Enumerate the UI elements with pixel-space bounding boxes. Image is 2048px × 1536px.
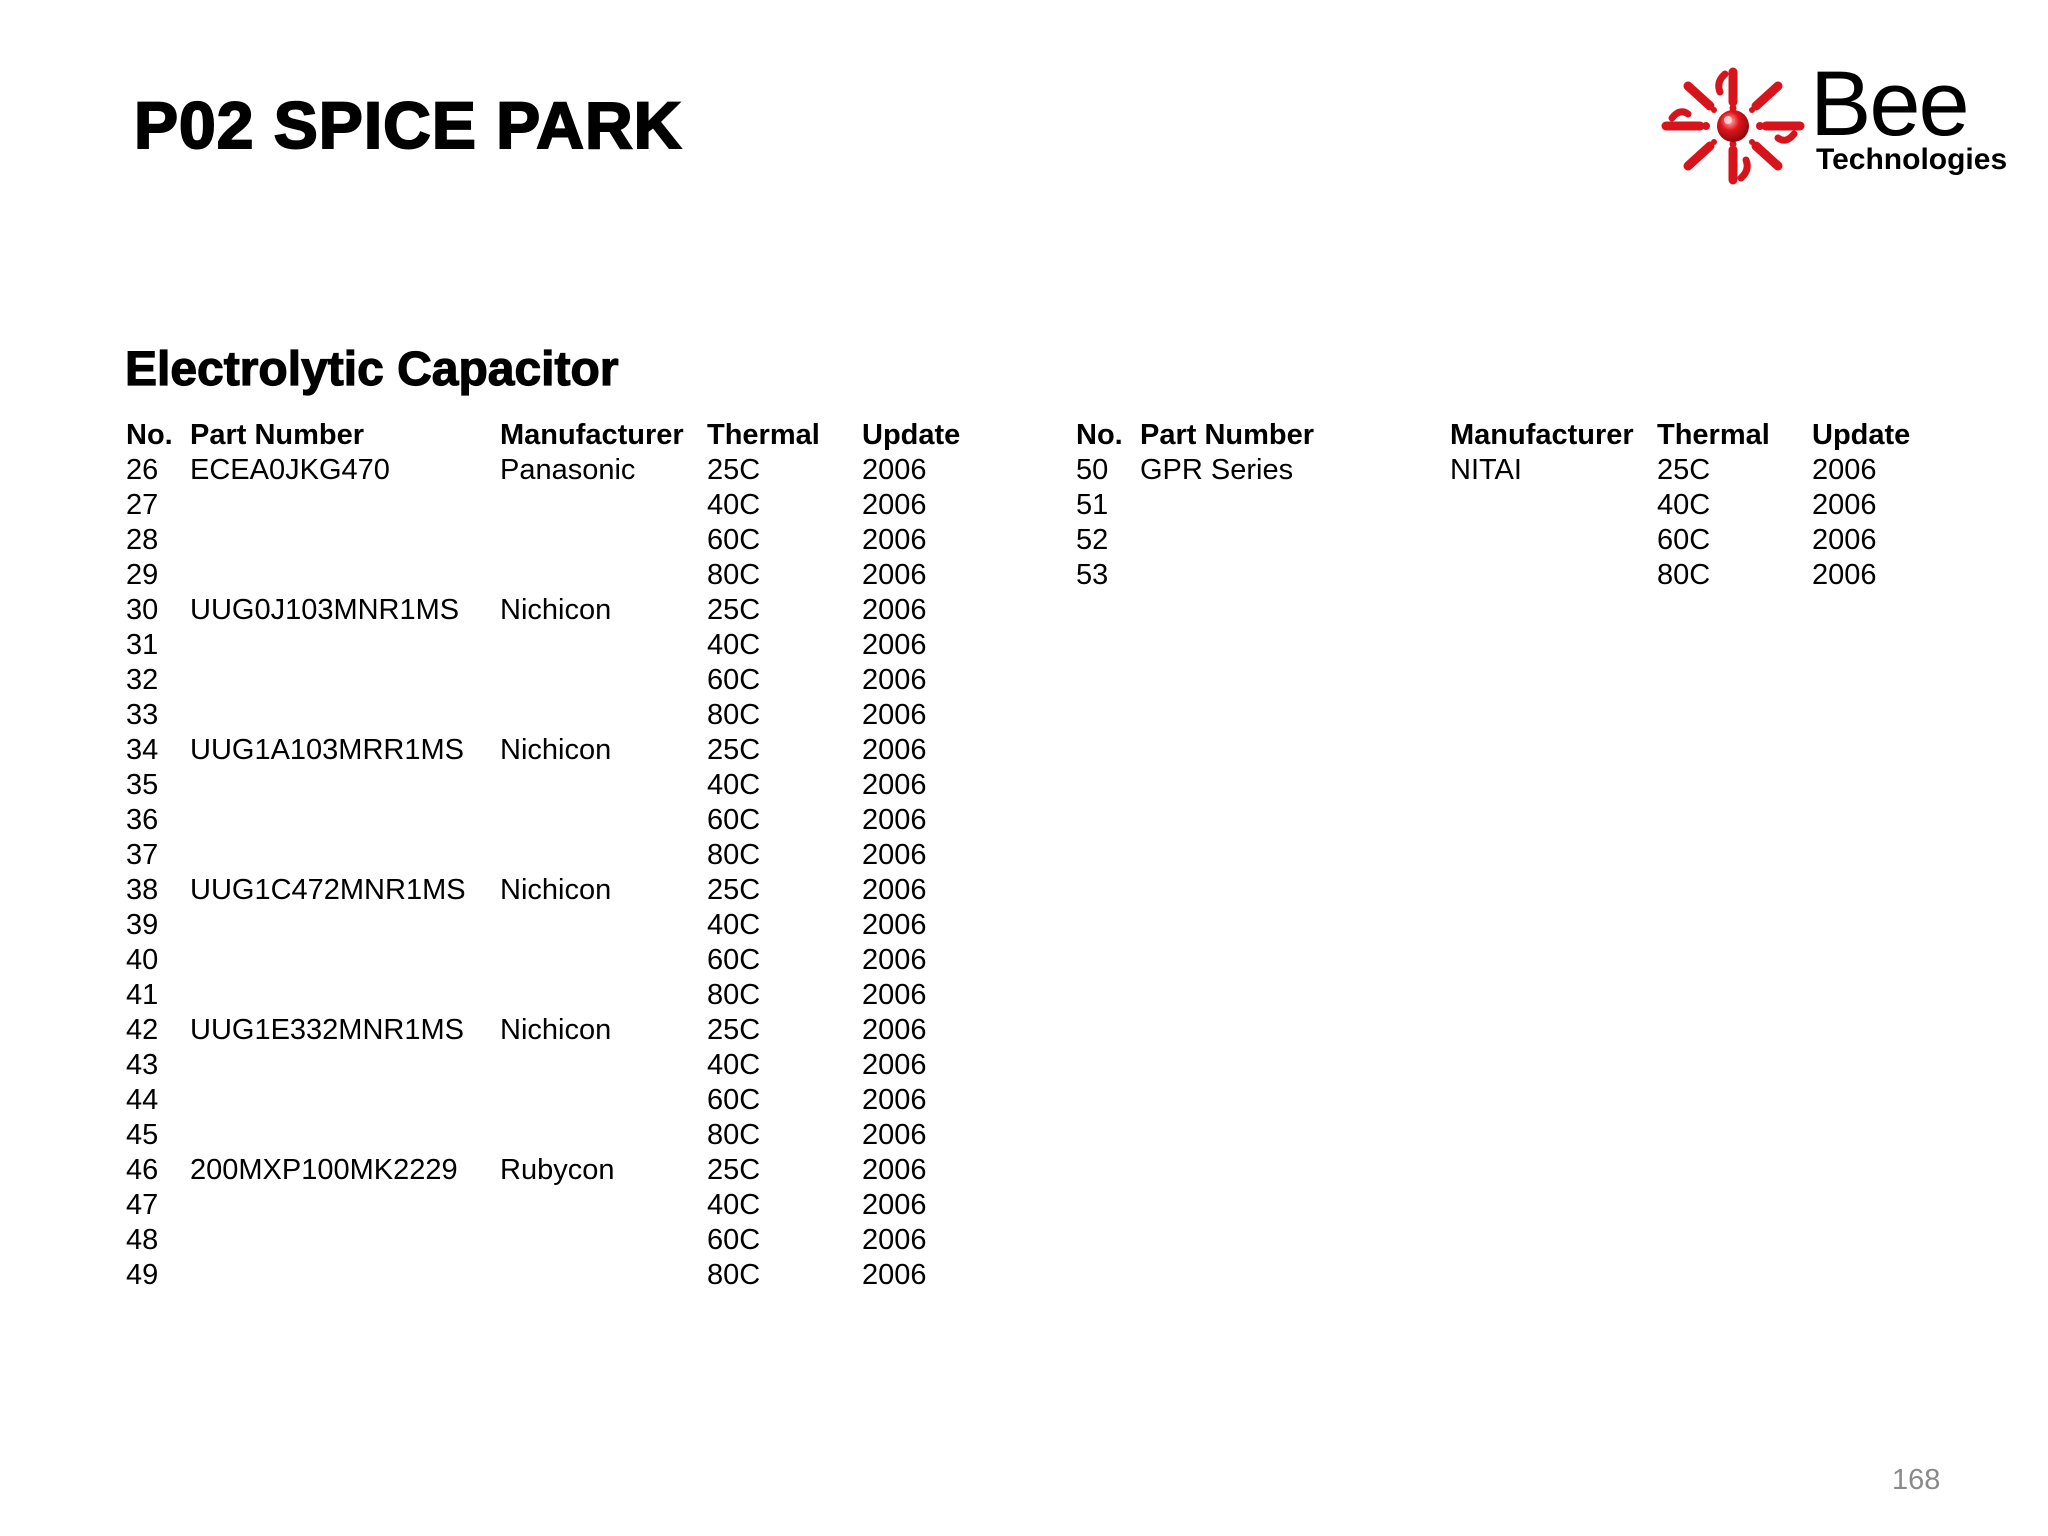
cell-thermal: 40C <box>1657 489 1711 521</box>
cell-manufacturer <box>500 803 707 838</box>
cell-part-number <box>190 1258 500 1293</box>
cell-update: 2006 <box>862 909 927 941</box>
cell-part-number <box>190 698 500 733</box>
cell-manufacturer <box>500 523 707 558</box>
table-row <box>126 908 972 943</box>
cell-part-number <box>1140 523 1450 558</box>
cell-no: 45 <box>126 1119 159 1151</box>
cell-manufacturer <box>500 1048 707 1083</box>
cell-update: 2006 <box>862 874 927 906</box>
cell-part-number <box>190 803 500 838</box>
header-update: Update <box>1812 419 1911 451</box>
table-row <box>126 1083 972 1118</box>
table-row <box>126 488 972 523</box>
cell-no: 50 <box>1076 454 1109 486</box>
cell-no: 33 <box>126 699 159 731</box>
cell-thermal: 80C <box>1657 559 1711 591</box>
cell-update: 2006 <box>862 1154 927 1186</box>
cell-update: 2006 <box>862 1119 927 1151</box>
cell-manufacturer <box>500 558 707 593</box>
table-header-row <box>1076 418 1922 453</box>
cell-thermal: 60C <box>707 944 761 976</box>
cell-no: 43 <box>126 1049 159 1081</box>
cell-no: 29 <box>126 559 159 591</box>
cell-manufacturer <box>500 978 707 1013</box>
cell-part-number: GPR Series <box>1140 454 1294 486</box>
cell-thermal: 40C <box>707 629 761 661</box>
cell-part-number <box>190 488 500 523</box>
cell-manufacturer <box>500 1083 707 1118</box>
table-header-row <box>126 418 972 453</box>
table-row <box>1076 453 1922 488</box>
cell-no: 49 <box>126 1259 159 1291</box>
cell-manufacturer <box>500 698 707 733</box>
parts-table-right <box>1076 418 1922 593</box>
cell-part-number <box>190 628 500 663</box>
section-title: Electrolytic Capacitor <box>125 343 619 396</box>
cell-update: 2006 <box>862 1259 927 1291</box>
cell-no: 31 <box>126 629 159 661</box>
cell-update: 2006 <box>862 699 927 731</box>
page-title: P02 SPICE PARK <box>134 88 683 162</box>
cell-update: 2006 <box>862 559 927 591</box>
cell-part-number <box>190 523 500 558</box>
cell-update: 2006 <box>862 1084 927 1116</box>
table-row <box>126 1048 972 1083</box>
cell-part-number <box>190 558 500 593</box>
cell-update: 2006 <box>1812 524 1877 556</box>
cell-no: 27 <box>126 489 159 521</box>
table-row <box>126 593 972 628</box>
cell-update: 2006 <box>862 944 927 976</box>
cell-thermal: 25C <box>707 734 761 766</box>
cell-manufacturer: NITAI <box>1450 454 1522 486</box>
table-row <box>1076 558 1922 593</box>
cell-thermal: 25C <box>1657 454 1711 486</box>
cell-manufacturer <box>1450 488 1657 523</box>
cell-no: 44 <box>126 1084 159 1116</box>
table-row <box>126 1153 972 1188</box>
cell-no: 48 <box>126 1224 159 1256</box>
table-row <box>126 1118 972 1153</box>
cell-manufacturer <box>1450 523 1657 558</box>
cell-update: 2006 <box>862 664 927 696</box>
cell-update: 2006 <box>862 1189 927 1221</box>
cell-part-number: UUG0J103MNR1MS <box>190 594 460 626</box>
cell-no: 46 <box>126 1154 159 1186</box>
parts-table-left <box>126 418 972 1293</box>
cell-part-number <box>190 838 500 873</box>
cell-update: 2006 <box>862 629 927 661</box>
cell-update: 2006 <box>862 839 927 871</box>
cell-thermal: 80C <box>707 559 761 591</box>
cell-manufacturer <box>500 1223 707 1258</box>
cell-no: 51 <box>1076 489 1109 521</box>
cell-no: 47 <box>126 1189 159 1221</box>
cell-no: 32 <box>126 664 159 696</box>
cell-no: 36 <box>126 804 159 836</box>
table-row <box>126 1013 972 1048</box>
cell-thermal: 60C <box>707 1224 761 1256</box>
cell-part-number <box>190 768 500 803</box>
table-row <box>126 1188 972 1223</box>
cell-no: 34 <box>126 734 159 766</box>
cell-thermal: 40C <box>707 489 761 521</box>
cell-manufacturer <box>1450 558 1657 593</box>
cell-update: 2006 <box>862 489 927 521</box>
cell-thermal: 40C <box>707 1049 761 1081</box>
cell-part-number <box>190 908 500 943</box>
cell-part-number: ECEA0JKG470 <box>190 454 390 486</box>
cell-update: 2006 <box>862 769 927 801</box>
table-row <box>126 523 972 558</box>
header-thermal: Thermal <box>1657 419 1770 451</box>
cell-manufacturer <box>500 488 707 523</box>
cell-thermal: 60C <box>707 804 761 836</box>
cell-manufacturer: Nichicon <box>500 1014 612 1046</box>
table-row <box>126 873 972 908</box>
cell-part-number <box>190 978 500 1013</box>
cell-thermal: 25C <box>707 1014 761 1046</box>
table-body-left <box>126 453 972 1293</box>
table-row <box>126 768 972 803</box>
cell-part-number <box>1140 488 1450 523</box>
cell-update: 2006 <box>862 804 927 836</box>
cell-no: 42 <box>126 1014 159 1046</box>
table-row <box>126 838 972 873</box>
cell-update: 2006 <box>862 1049 927 1081</box>
cell-no: 52 <box>1076 524 1109 556</box>
table-row <box>126 978 972 1013</box>
cell-part-number <box>190 1223 500 1258</box>
cell-manufacturer <box>500 663 707 698</box>
cell-part-number <box>190 663 500 698</box>
header-manufacturer: Manufacturer <box>500 419 684 451</box>
cell-part-number <box>190 1118 500 1153</box>
cell-thermal: 60C <box>707 664 761 696</box>
cell-thermal: 80C <box>707 839 761 871</box>
cell-update: 2006 <box>862 1014 927 1046</box>
table-row <box>126 1258 972 1293</box>
header-no: No. <box>1076 419 1123 451</box>
table-body-right <box>1076 453 1922 593</box>
table-row <box>126 663 972 698</box>
cell-thermal: 25C <box>707 1154 761 1186</box>
cell-manufacturer <box>500 943 707 978</box>
cell-update: 2006 <box>862 524 927 556</box>
cell-part-number: UUG1A103MRR1MS <box>190 734 464 766</box>
cell-manufacturer: Rubycon <box>500 1154 615 1186</box>
cell-update: 2006 <box>862 734 927 766</box>
cell-update: 2006 <box>1812 559 1877 591</box>
table-row <box>126 943 972 978</box>
table-row <box>126 733 972 768</box>
table-row <box>126 698 972 733</box>
cell-thermal: 80C <box>707 979 761 1011</box>
cell-manufacturer <box>500 838 707 873</box>
cell-no: 53 <box>1076 559 1109 591</box>
cell-manufacturer: Nichicon <box>500 874 612 906</box>
cell-thermal: 60C <box>707 524 761 556</box>
cell-thermal: 80C <box>707 1259 761 1291</box>
cell-thermal: 25C <box>707 874 761 906</box>
header-manufacturer: Manufacturer <box>1450 419 1634 451</box>
cell-update: 2006 <box>862 594 927 626</box>
cell-manufacturer <box>500 1118 707 1153</box>
table-row <box>126 558 972 593</box>
cell-part-number <box>190 1048 500 1083</box>
cell-no: 38 <box>126 874 159 906</box>
cell-manufacturer <box>500 628 707 663</box>
cell-no: 30 <box>126 594 159 626</box>
cell-update: 2006 <box>862 1224 927 1256</box>
cell-update: 2006 <box>862 454 927 486</box>
logo-wordmark: Bee <box>1810 53 1968 155</box>
table-row <box>1076 488 1922 523</box>
header-update: Update <box>862 419 961 451</box>
cell-part-number <box>1140 558 1450 593</box>
table-row <box>126 453 972 488</box>
cell-thermal: 60C <box>707 1084 761 1116</box>
cell-no: 41 <box>126 979 159 1011</box>
cell-thermal: 80C <box>707 1119 761 1151</box>
cell-manufacturer: Panasonic <box>500 454 636 486</box>
cell-manufacturer: Nichicon <box>500 594 612 626</box>
cell-update: 2006 <box>1812 489 1877 521</box>
header-part-number: Part Number <box>1140 419 1315 451</box>
cell-no: 35 <box>126 769 159 801</box>
cell-no: 28 <box>126 524 159 556</box>
cell-part-number <box>190 943 500 978</box>
cell-thermal: 40C <box>707 1189 761 1221</box>
page-number: 168 <box>1892 1464 1941 1496</box>
cell-thermal: 60C <box>1657 524 1711 556</box>
cell-part-number <box>190 1188 500 1223</box>
header-thermal: Thermal <box>707 419 820 451</box>
cell-part-number: UUG1C472MNR1MS <box>190 874 466 906</box>
cell-manufacturer <box>500 1258 707 1293</box>
table-row <box>1076 523 1922 558</box>
cell-part-number: UUG1E332MNR1MS <box>190 1014 464 1046</box>
bee-technologies-logo <box>1658 53 2008 192</box>
cell-no: 26 <box>126 454 159 486</box>
header-no: No. <box>126 419 173 451</box>
cell-manufacturer <box>500 768 707 803</box>
cell-update: 2006 <box>1812 454 1877 486</box>
cell-no: 40 <box>126 944 159 976</box>
cell-thermal: 25C <box>707 594 761 626</box>
header-part-number: Part Number <box>190 419 365 451</box>
cell-thermal: 40C <box>707 909 761 941</box>
cell-update: 2006 <box>862 979 927 1011</box>
bee-burst-icon <box>1658 62 1808 192</box>
cell-thermal: 80C <box>707 699 761 731</box>
table-row <box>126 628 972 663</box>
cell-manufacturer <box>500 1188 707 1223</box>
cell-no: 37 <box>126 839 159 871</box>
cell-manufacturer: Nichicon <box>500 734 612 766</box>
cell-thermal: 25C <box>707 454 761 486</box>
table-row <box>126 803 972 838</box>
cell-manufacturer <box>500 908 707 943</box>
table-row <box>126 1223 972 1258</box>
cell-thermal: 40C <box>707 769 761 801</box>
cell-no: 39 <box>126 909 159 941</box>
cell-part-number <box>190 1083 500 1118</box>
cell-part-number: 200MXP100MK2229 <box>190 1154 458 1186</box>
logo-subtitle: Technologies <box>1816 143 2008 176</box>
